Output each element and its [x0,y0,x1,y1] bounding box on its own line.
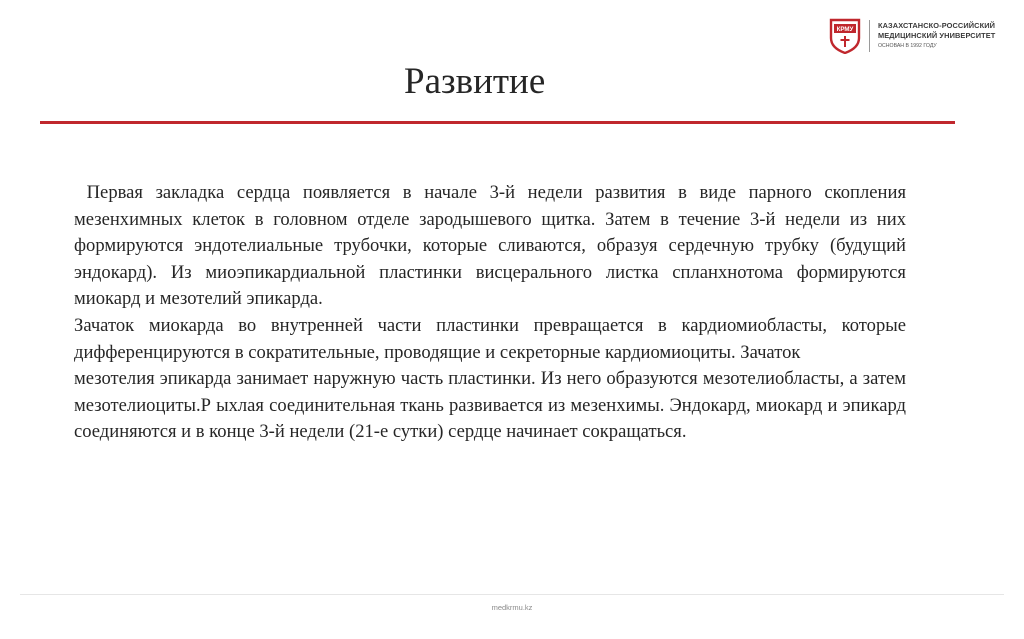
footer-site: medkrmu.kz [491,603,533,612]
body-paragraph-3: мезотелия эпикарда занимает наружную часть пластинки. Из него образуются мезотелиобласты, а затем мезотелиоциты.Р ыхлая соединительная ткань развивается из мезенхимы. Эндокард, миокард и эпикард соединяются и в конце 3-й недели (21-е сутки) сердце начинает сокращаться. [74,368,906,443]
university-name-line1: КАЗАХСТАНСКО-РОССИЙСКИЙ [878,21,996,30]
logo-divider [869,20,870,52]
slide-body [74,180,906,446]
logo-abbr: КРМУ [836,26,854,34]
body-paragraph-1: Первая закладка сердца появляется в начале 3-й недели развития в виде парного скопления мезенхимных клеток в головном отделе зародышевого щитка. Затем в течение 3-й недели из них формируются эндотелиальные трубочки, которые сливаются, образуя сердечную трубку (будущий эндокард). Из миоэпикардиальной пластинки висцерального листка спланхнотома формируются миокард и мезотелий эпикарда. [74,182,906,310]
university-name-line2: МЕДИЦИНСКИЙ УНИВЕРСИТЕТ [878,31,996,40]
body-paragraph-2: Зачаток миокарда во внутренней части пластинки превращается в кардиомиобласты, которые дифференцируются в сократительные, проводящие и секреторные кардиомиоциты. Зачаток [74,314,906,363]
footer-divider [20,594,1004,595]
university-logo [826,18,1016,58]
title-divider [40,121,955,124]
university-founded: ОСНОВАН В 1992 ГОДУ [878,43,937,49]
university-shield-icon [828,18,862,54]
slide-title: Развитие [404,61,546,102]
